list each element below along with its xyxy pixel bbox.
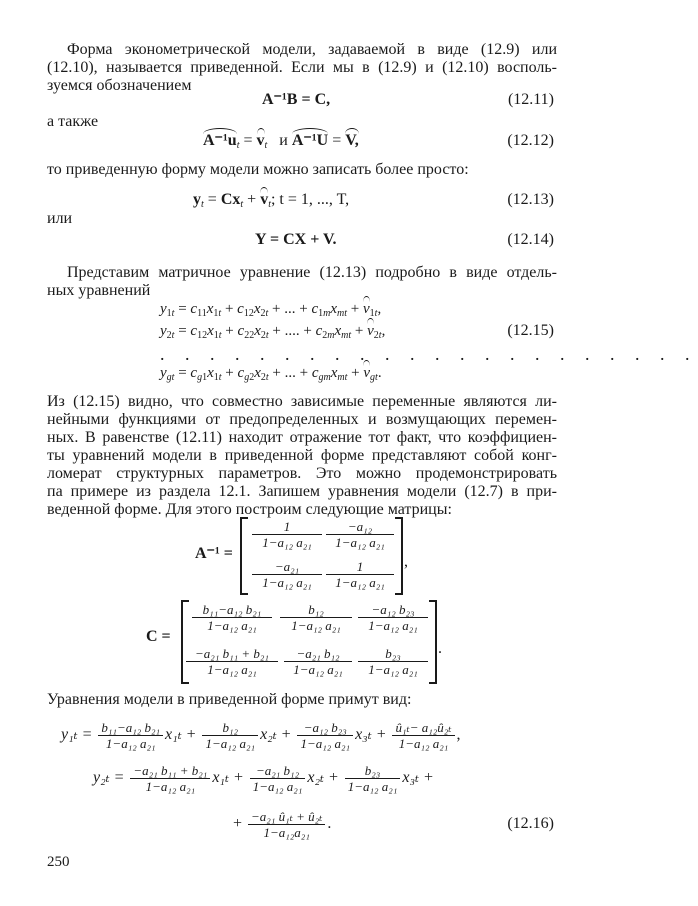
equation-12-16-row3: + $\frac{\text{−a₂₁ û₁ₜ + û₂ₜ}}{\text{1−a₁₂a₂₁}}$ . bbox=[233, 809, 332, 840]
equation-term: V, bbox=[345, 132, 359, 149]
matrix-cell: −a₂₁ b₁₂ 1−a₁₂ a₂₁ bbox=[284, 646, 352, 677]
text-line: ты уравнений модели в приведенной форме представляют собой конг- bbox=[47, 447, 557, 464]
matrix-cell: −a₁₂ b₂₃ 1−a₁₂ a₂₁ bbox=[358, 602, 428, 633]
matrix-cell: b₁₁−a₁₂ b₂₁ 1−a₁₂ a₂₁ bbox=[192, 602, 272, 633]
equation-number: (12.13) bbox=[507, 191, 554, 208]
paragraph-intro bbox=[47, 41, 557, 95]
text-line: нейными функциями от предопределенных и возмущающих перемен- bbox=[47, 411, 557, 428]
matrix-cell: −a₂₁ 1−a₁₂ a₂₁ bbox=[252, 559, 322, 590]
ellipsis-dots: . . . . . . . . . . . . . . . . . . . . . . bbox=[160, 344, 698, 364]
equation-term: и bbox=[279, 132, 288, 149]
text-line: ных. В равенстве (12.11) находит отражение тот факт, что коэффициен- bbox=[47, 429, 557, 446]
equation-term: A⁻¹U bbox=[291, 132, 329, 149]
fraction: $\frac{\text{−a₂₁ û₁ₜ + û₂ₜ}}{\text{1−a₁₂a₂₁}}$ bbox=[248, 809, 325, 840]
text-line: (12.10), называется приведенной. Если мы в (12.9) и (12.10) восполь- bbox=[47, 59, 557, 76]
matrix-cell: −a₁₂ 1−a₁₂ a₂₁ bbox=[326, 519, 394, 550]
equation-term: A⁻¹u bbox=[203, 132, 237, 149]
equation-number: (12.14) bbox=[507, 231, 554, 248]
text-line: па примере из раздела 12.1. Запишем уравнения модели (12.7) в при- bbox=[47, 483, 557, 500]
matrix-c-label: C = bbox=[146, 628, 171, 645]
text-line: Из (12.15) видно, что совместно зависимые переменные являются ли- bbox=[47, 393, 557, 410]
equation-12-13: $y_t = Cx_t + v_t$; t = 1, ..., T, bbox=[193, 191, 350, 210]
equation-12-16-row2: y₂ₜ = $\frac{\text{−a₂₁ b₁₁ + b₂₁}}{\text{1−a₁₂ a₂₁}}$ x₁ₜ + $\frac{\text{−a₂₁ b₁₂}}{\text{1−a₁₂ a₂₁}}$ x₂ₜ + $\frac{\text{b₂₃}}{\text{1−a₁₂ a₂₁}}$ x₃ₜ + bbox=[93, 763, 434, 794]
equation-term: ; t = 1, ..., T, bbox=[270, 191, 350, 208]
equation-number: (12.11) bbox=[507, 91, 554, 108]
equation-12-15-row3: $y_{gt} = c_{g1}x_{1t} + c_{g2}x_{2t}$ + ... + $c_{gm}x_{mt} + v_{gt}$. bbox=[160, 365, 382, 383]
equation-number: (12.15) bbox=[507, 322, 554, 339]
fraction: $\frac{\text{b₁₂}}{\text{1−a₁₂ a₂₁}}$ bbox=[202, 720, 258, 751]
matrix-trail: . bbox=[438, 640, 442, 657]
equation-12-12: $A^{-1}u_t = v_t$ и A⁻¹U = V, bbox=[203, 132, 359, 151]
matrix-cell: 1 1−a₁₂ a₂₁ bbox=[326, 559, 394, 590]
equation-number: (12.16) bbox=[507, 815, 554, 832]
matrix-bracket-right bbox=[429, 600, 437, 684]
matrix-trail: , bbox=[404, 553, 408, 570]
equation-term: v bbox=[256, 132, 265, 149]
text-line: ломерат структурных параметров. Это можно продемонстрировать bbox=[47, 465, 557, 482]
paragraph-main bbox=[47, 393, 557, 519]
matrix-cell: b₁₂ 1−a₁₂ a₂₁ bbox=[280, 602, 352, 633]
matrix-cell: 1 1−a₁₂ a₂₁ bbox=[252, 519, 322, 550]
equation-12-14: Y = CX + V. bbox=[255, 231, 337, 248]
matrix-cell: b₂₃ 1−a₁₂ a₂₁ bbox=[358, 646, 428, 677]
matrix-bracket-right bbox=[395, 517, 403, 595]
text-line: зуемся обозначением bbox=[47, 77, 192, 94]
equation-lhs: y₁ₜ = bbox=[61, 726, 93, 744]
fraction: $\frac{\text{−a₁₂ b₂₃}}{\text{1−a₁₂ a₂₁}}$ bbox=[297, 720, 353, 751]
text-also: а также bbox=[47, 113, 99, 130]
text-line: ных уравнений bbox=[47, 282, 151, 299]
page-number: 250 bbox=[47, 854, 70, 870]
paragraph bbox=[47, 264, 557, 300]
text-line: веденной форме. Для этого построим следующие матрицы: bbox=[47, 501, 452, 518]
text-or: или bbox=[47, 210, 73, 227]
equation-12-15-row1: $y_{1t} = c_{11}x_{1t} + c_{12}x_{2t}$ + ... + $c_{1m}x_{mt} + v_{1t}$, bbox=[160, 301, 382, 319]
paragraph: то приведенную форму модели можно записать более просто: bbox=[47, 161, 469, 178]
fraction: $\frac{\text{−a₂₁ b₁₁ + b₂₁}}{\text{1−a₁₂ a₂₁}}$ bbox=[130, 763, 210, 794]
fraction: $\frac{\text{−a₂₁ b₁₂}}{\text{1−a₁₂ a₂₁}}$ bbox=[250, 763, 306, 794]
equation-12-11: A⁻¹B = C, bbox=[262, 91, 331, 108]
matrix-a-inverse-label: A⁻¹ = bbox=[195, 545, 233, 562]
matrix-cell: −a₂₁ b₁₁ + b₂₁ 1−a₁₂ a₂₁ bbox=[186, 646, 278, 677]
paragraph: Уравнения модели в приведенной форме примут вид: bbox=[47, 691, 412, 708]
equation-12-16-row1: y₁ₜ = $\frac{\text{b₁₁−a₁₂ b₂₁}}{\text{1−a₁₂ a₂₁}}$ x₁ₜ + $\frac{\text{b₁₂}}{\text{1−a₁₂ a₂₁}}$ x₂ₜ + $\frac{\text{−a₁₂ b₂₃}}{\text{1−a₁₂ a₂₁}}$ x₃ₜ + $\frac{\text{û₁ₜ− a₁₂û₂ₜ}}{\text{1−a₁₂ a₂₁}}$ , bbox=[61, 720, 461, 751]
fraction: $\frac{\text{b₂₃}}{\text{1−a₁₂ a₂₁}}$ bbox=[345, 763, 401, 794]
fraction: $\frac{\text{û₁ₜ− a₁₂û₂ₜ}}{\text{1−a₁₂ a₂₁}}$ bbox=[392, 720, 454, 751]
equation-number: (12.12) bbox=[507, 132, 554, 149]
equation-12-15-row2: $y_{2t} = c_{12}x_{1t} + c_{22}x_{2t}$ + .... + $c_{2m}x_{mt} + v_{2t}$, bbox=[160, 323, 386, 341]
matrix-bracket-left bbox=[240, 517, 248, 595]
text-line: Форма эконометрической модели, задаваемой в виде (12.9) или bbox=[67, 41, 557, 58]
equation-lhs: y₂ₜ = bbox=[93, 769, 125, 787]
fraction: $\frac{\text{b₁₁−a₁₂ b₂₁}}{\text{1−a₁₂ a₂₁}}$ bbox=[98, 720, 163, 751]
text-line: Представим матричное уравнение (12.13) подробно в виде отдель- bbox=[67, 264, 557, 281]
